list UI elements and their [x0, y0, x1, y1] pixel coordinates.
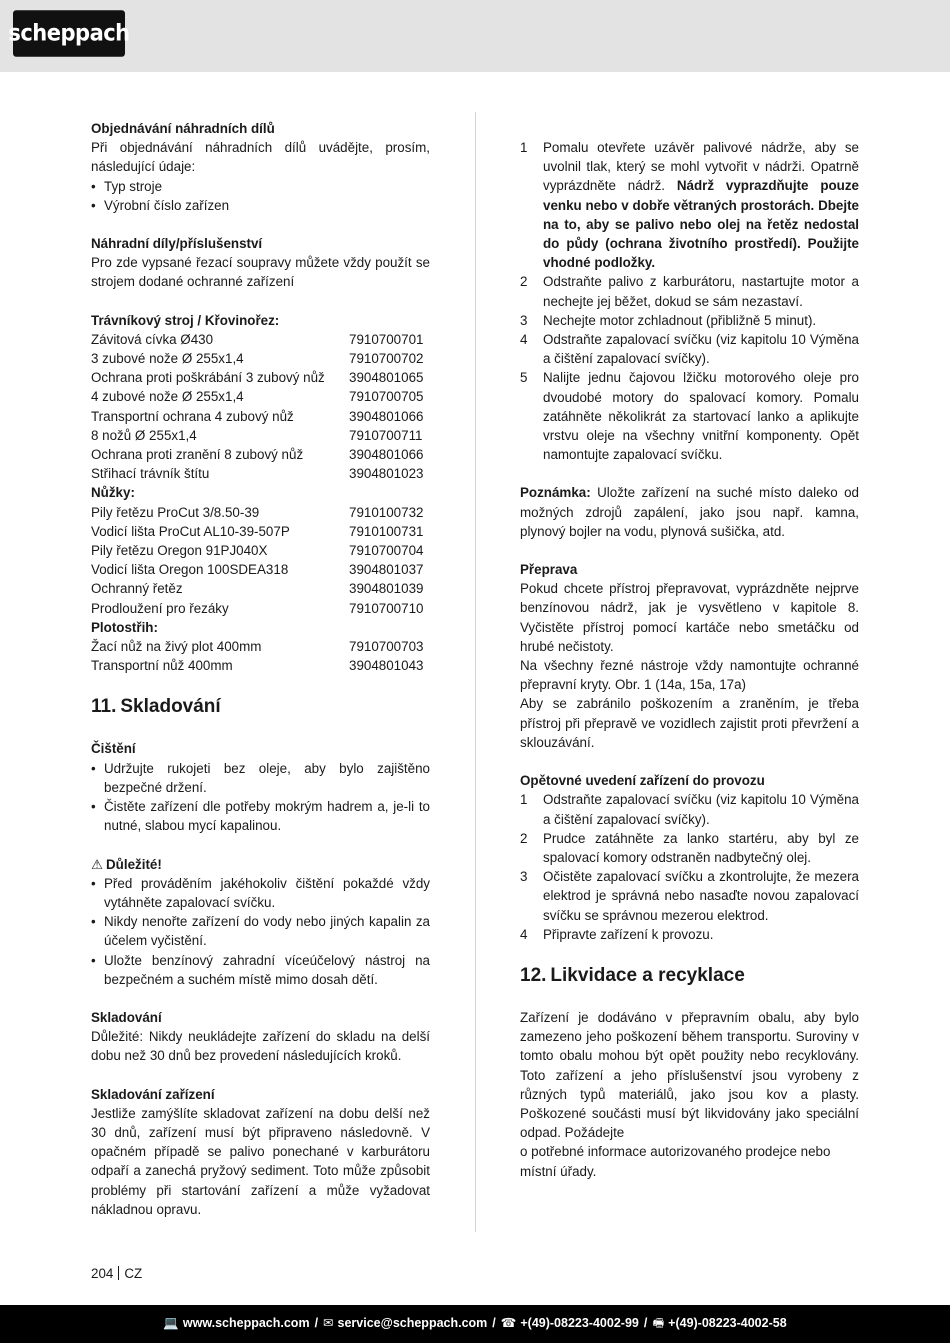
step-number: 1: [520, 792, 528, 808]
part-name: Trávníkový stroj / Křovinořez:: [91, 312, 280, 328]
computer-icon: 💻: [163, 1316, 179, 1331]
step-text: Připravte zařízení k provozu.: [543, 926, 714, 942]
step-number: 2: [520, 274, 528, 290]
step-number: 1: [520, 140, 528, 155]
important-heading: [91, 855, 430, 874]
step-text: Pomalu otevřete uzávěr palivové nádrže, aby se uvolnil tlak, který se mohl vytvořit v nádrži. Opatrně vyprázdněte nádrž.: [543, 140, 859, 194]
part-number: 7910700711: [349, 427, 423, 443]
parts-row: [91, 541, 430, 560]
list-item: • Typ stroje: [91, 177, 430, 196]
parts-row: [91, 330, 430, 349]
part-name: Pily řetězu ProCut 3/8.50-39: [91, 504, 260, 520]
storage-device-section: [91, 1085, 430, 1219]
step-item: [520, 867, 859, 925]
parts-row: [91, 503, 430, 522]
list-item: • Před prováděním jakéhokoliv čištění pokaždé vždy vytáhněte zapalovací svíčku.: [91, 874, 430, 912]
part-number: 7910700705: [349, 389, 424, 405]
storage-section: [91, 1008, 430, 1066]
disposal-text-2: o potřebné informace autorizovaného prodejce nebo místní úřady.: [520, 1144, 831, 1179]
part-name: Prodloužení pro řezáky: [91, 600, 229, 616]
part-number: 3904801043: [349, 658, 424, 674]
part-name: Nůžky:: [91, 485, 135, 501]
parts-row: [91, 560, 430, 579]
step-item: [520, 138, 859, 272]
order-list: [91, 177, 430, 215]
storage-text: Důležité: Nikdy neukládejte zařízení do skladu na delší dobu než 30 dnů bez provedení následujících kroků.: [91, 1029, 430, 1064]
parts-row: [91, 522, 430, 541]
part-number: 3904801039: [349, 581, 424, 597]
chapter-number: 11.: [91, 696, 117, 718]
separator: [118, 1266, 119, 1280]
separator: /: [314, 1316, 319, 1331]
part-number: 3904801023: [349, 466, 424, 482]
transport-text-1: Pokud chcete přístroj přepravovat, vyprázdněte nejprve benzínovou nádrž, jak je vysvětleno v kapitole 8. Vyčistěte přístroj pomocí kartáče nebo smetáčku od hrubé nečistoty.: [520, 581, 859, 654]
part-name: Vodicí lišta Oregon 100SDEA318: [91, 562, 289, 578]
step-text: Očistěte zapalovací svíčku a zkontrolujte, že mezera elektrod je správná nebo nasaďte novou zapalovací svíčku se správnou mezerou elektrod.: [543, 869, 859, 923]
parts-row: [91, 464, 430, 483]
part-number: 7910100732: [349, 504, 424, 520]
list-item: • Uložte benzínový zahradní víceúčelový nástroj na bezpečném a suchém místě mimo dosah dětí.: [91, 951, 430, 989]
step-number: 4: [520, 332, 528, 348]
fax-number: +(49)-08223-4002-58: [668, 1316, 787, 1331]
step-text: Nalijte jednu čajovou lžičku motorového oleje pro dvoudobé motory do spalovací komory. Pomalu zatáhněte několikrát za startovací lanko a aplikujte vrstvu oleje na všechny vnitřní komponenty. Opět namontujte zapalovací svíčku.: [543, 370, 859, 463]
chapter-title: Skladování: [120, 696, 221, 718]
parts-row: [91, 349, 430, 368]
part-number: 7910700702: [349, 351, 424, 367]
part-name: Pily řetězu Oregon 91PJ040X: [91, 543, 268, 559]
transport-text-2: Na všechny řezné nástroje vždy namontujte ochranné přepravní kryty. Obr. 1 (14a, 15a, 17a): [520, 658, 859, 693]
step-text: Odstraňte palivo z karburátoru, nastartujte motor a nechejte jej běžet, dokud se sám nezastaví.: [543, 274, 859, 309]
email-link[interactable]: service@scheppach.com: [337, 1316, 488, 1331]
step-item: [520, 311, 859, 330]
parts-group-heading: [91, 618, 430, 637]
parts-row: [91, 426, 430, 445]
parts-group-heading: [91, 311, 430, 330]
step-text: Odstraňte zapalovací svíčku (viz kapitolu 10 Výměna a čištění zapalovací svíčky).: [543, 332, 859, 367]
phone-number[interactable]: +(49)-08223-4002-99: [520, 1316, 639, 1331]
parts-row: [91, 656, 430, 675]
warning-icon: ⚠: [91, 856, 104, 872]
step-item: [520, 829, 859, 867]
transport-text-3: Aby se zabránilo poškozením a zraněním, je třeba přístroj při přepravě ve vozidlech zajistit proti převržení a sklouzávání.: [520, 696, 859, 750]
step-number: 5: [520, 370, 528, 386]
cleaning-heading: Čištění: [91, 741, 136, 757]
part-number: 7910700703: [349, 639, 424, 655]
left-column: [91, 119, 430, 1219]
parts-row: [91, 445, 430, 464]
part-name: Ochranný řetěz: [91, 581, 183, 597]
spares-text: Pro zde vypsané řezací soupravy můžete vždy použít se strojem dodané ochranné zařízení: [91, 255, 430, 290]
part-number: 3904801065: [349, 370, 424, 386]
page-number: [91, 1264, 142, 1283]
website-link[interactable]: www.scheppach.com: [182, 1316, 310, 1331]
fax-icon: 🖷: [652, 1316, 665, 1331]
part-name: Žací nůž na živý plot 400mm: [91, 639, 262, 655]
part-name: 3 zubové nože Ø 255x1,4: [91, 351, 244, 367]
parts-group-heading: [91, 483, 430, 502]
step-item: [520, 368, 859, 464]
storage-device-heading: Skladování zařízení: [91, 1086, 215, 1102]
part-number: 7910700704: [349, 543, 424, 559]
part-number: 3904801066: [349, 447, 424, 463]
parts-row: [91, 579, 430, 598]
list-item: • Čistěte zařízení dle potřeby mokrým hadrem a, je-li to nutné, slabou mycí kapalinou.: [91, 797, 430, 835]
step-number: 3: [520, 312, 528, 328]
step-text: Nechejte motor zchladnout (přibližně 5 minut).: [543, 312, 817, 328]
part-name: Závitová cívka Ø430: [91, 331, 214, 347]
part-name: Transportní nůž 400mm: [91, 658, 233, 674]
contact-footer: [0, 1305, 950, 1343]
mail-icon: ✉: [323, 1316, 334, 1331]
page-header: [0, 0, 950, 72]
disposal-text-1: Zařízení je dodáváno v přepravním obalu, aby bylo zamezeno jeho poškození během transportu. Suroviny v tomto obalu mohou být opět použity nebo recyklovány. Toto zařízení a jeho příslušenství jsou vyrobeny z různých typů materiálů, jako jsou kov a plasty. Poškozené součásti musí být likvidovány jako speciální odpad. Požádejte: [520, 1009, 859, 1141]
cleaning-section: [91, 739, 430, 835]
page-number-value: 204: [91, 1266, 114, 1281]
step-number: 2: [520, 830, 528, 846]
transport-heading: Přeprava: [520, 562, 578, 578]
language-code: CZ: [124, 1266, 143, 1281]
note-text: Uložte zařízení na suché místo daleko od možných zdrojů zapálení, jako jsou např. kamna, plynový bojler na vodu, plynová sušička, atd.: [520, 485, 859, 539]
part-name: Ochrana proti zranění 8 zubový nůž: [91, 447, 304, 463]
step-item: [520, 272, 859, 310]
disposal-section: [520, 1008, 859, 1181]
part-name: Ochrana proti poškrábání 3 zubový nůž: [91, 370, 325, 386]
note-paragraph: [520, 483, 859, 541]
part-name: Transportní ochrana 4 zubový nůž: [91, 408, 294, 424]
important-list: [91, 874, 430, 989]
important-section: [91, 855, 430, 989]
step-item: [520, 330, 859, 368]
spares-heading: Náhradní díly/příslušenství: [91, 236, 263, 252]
step-text: Odstraňte zapalovací svíčku (viz kapitolu 10 Výměna a čištění zapalovací svíčky).: [543, 792, 859, 827]
column-divider: [475, 112, 476, 1232]
part-name: Plotostřih:: [91, 619, 158, 635]
cleaning-list: [91, 759, 430, 836]
separator: /: [643, 1316, 648, 1331]
part-number: 3904801066: [349, 408, 424, 424]
storage-steps: [520, 138, 859, 464]
list-item: • Nikdy nenořte zařízení do vody nebo jiných kapalin za účelem vyčistění.: [91, 912, 430, 950]
scheppach-logo: scheppach: [13, 10, 125, 56]
part-number: 7910700710: [349, 600, 424, 616]
order-heading: Objednávání náhradních dílů: [91, 121, 275, 136]
list-item: • Udržujte rukojeti bez oleje, aby bylo zajištěno bezpečné držení.: [91, 759, 430, 797]
right-column: [520, 138, 859, 1181]
step-number: 4: [520, 926, 528, 942]
step-warning-text: Nádrž vyprazdňujte pouze venku nebo v dobře větraných prostorách. Dbejte na to, aby se palivo nebo olej na řetěz nedostal do půdy (ochrana životního prostředí). Použijte vhodné podložky.: [543, 178, 860, 271]
step-number: 3: [520, 869, 528, 885]
part-name: 4 zubové nože Ø 255x1,4: [91, 389, 244, 405]
order-text: Při objednávání náhradních dílů uvádějte, prosím, následující údaje:: [91, 140, 430, 175]
part-number: 3904801037: [349, 562, 424, 578]
step-item: [520, 790, 859, 828]
restart-steps: [520, 790, 859, 944]
step-item: [520, 925, 859, 944]
separator: /: [492, 1316, 496, 1331]
step-text: Prudce zatáhněte za lanko startéru, aby byl ze spalovací komory odstraněn nadbytečný olej.: [543, 830, 859, 865]
storage-device-text: Jestliže zamýšlíte skladovat zařízení na dobu delší než 30 dnů, zařízení musí být připraveno následovně. V opačném případě se palivo ponechané v karburátoru odpaří a zanechá pryžový sediment. Toto může způsobit problémy při startování zařízení a může vyžadovat nákladnou opravu.: [91, 1105, 430, 1217]
phone-icon: ☎: [500, 1316, 517, 1331]
chapter-12-heading: [520, 964, 859, 988]
parts-row: [91, 407, 430, 426]
part-number: 7910100731: [349, 523, 424, 539]
chapter-title: Likvidace a recyklace: [550, 964, 745, 986]
list-item: • Výrobní číslo zařízen: [91, 196, 430, 215]
restart-heading: Opětovné uvedení zařízení do provozu: [520, 773, 765, 789]
parts-row: [91, 637, 430, 656]
part-name: Vodicí lišta ProCut AL10-39-507P: [91, 523, 290, 539]
order-section: [91, 119, 430, 215]
spares-section: [91, 234, 430, 292]
note-label: Poznámka:: [520, 485, 591, 501]
parts-list: [91, 311, 430, 676]
chapter-11-heading: [91, 695, 430, 719]
restart-section: [520, 771, 859, 944]
parts-row: [91, 368, 430, 387]
parts-row: [91, 387, 430, 406]
part-name: 8 nožů Ø 255x1,4: [91, 427, 197, 443]
storage-heading: Skladování: [91, 1009, 162, 1025]
transport-section: [520, 560, 859, 752]
parts-row: [91, 599, 430, 618]
part-number: 7910700701: [349, 331, 424, 347]
part-name: Střihací trávník štítu: [91, 466, 210, 482]
chapter-number: 12.: [520, 964, 547, 986]
important-label: Důležité!: [106, 856, 162, 872]
